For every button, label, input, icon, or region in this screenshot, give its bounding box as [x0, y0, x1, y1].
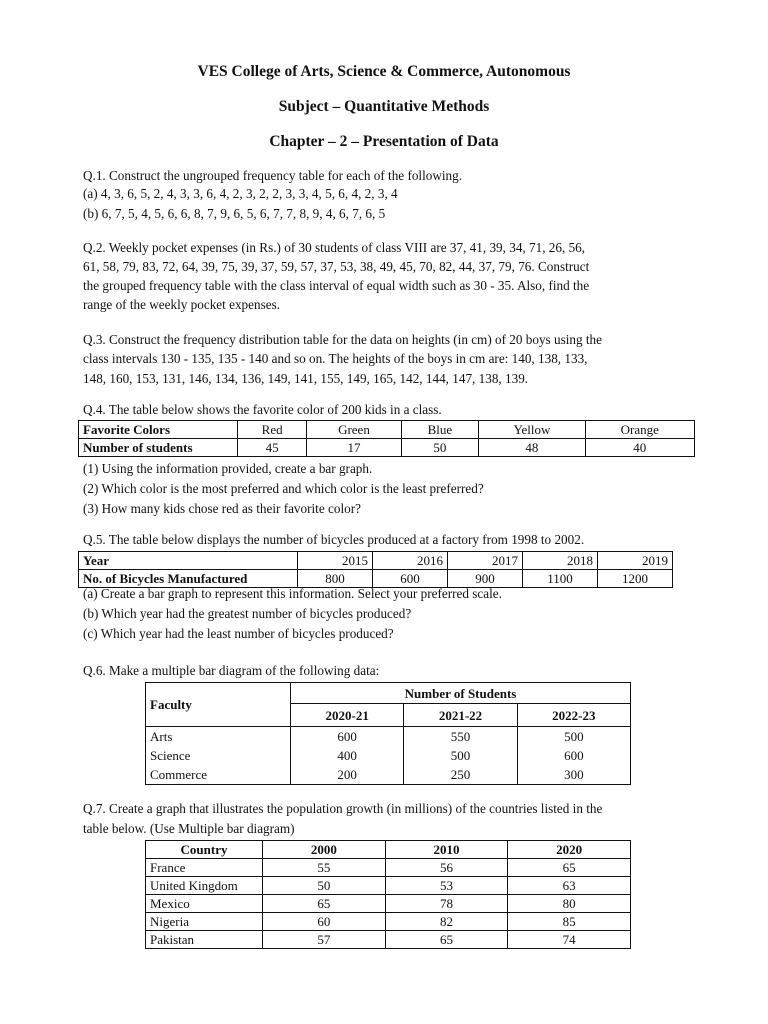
- q7-country-head: Country: [146, 841, 263, 859]
- q1-part-b: (b) 6, 7, 5, 4, 5, 6, 6, 8, 7, 9, 6, 5, 6, 7, 7, 8, 9, 4, 6, 7, 6, 5: [83, 206, 386, 221]
- q1-text: Q.1. Construct the ungrouped frequency table for each of the following.: [83, 168, 463, 183]
- q7-cell: 56: [385, 859, 508, 877]
- q6-cell: 550: [404, 727, 517, 747]
- q7-row-name: Mexico: [146, 895, 263, 913]
- q4-count-cell: 17: [307, 439, 401, 457]
- q2-line-2: 61, 58, 79, 83, 72, 64, 39, 75, 39, 37, 59, 57, 37, 53, 38, 49, 45, 70, 82, 44, 37, 79, 76. Construct: [83, 259, 590, 274]
- q3-line-3: 148, 160, 153, 131, 146, 134, 136, 149, 141, 155, 149, 165, 142, 144, 147, 138, 139.: [83, 371, 529, 386]
- q4-count-cell: 45: [238, 439, 307, 457]
- q4-row1-head: Favorite Colors: [79, 421, 238, 439]
- q5-year-cell: 2019: [598, 552, 673, 570]
- chapter-title: Chapter – 2 – Presentation of Data: [269, 133, 499, 150]
- table-row: [146, 931, 631, 949]
- q7-cell: 50: [263, 877, 386, 895]
- q7-row-name: Nigeria: [146, 913, 263, 931]
- q4-count-cell: 40: [585, 439, 694, 457]
- q6-year-head: 2022-23: [517, 704, 630, 727]
- q6-cell: 500: [517, 727, 630, 747]
- q4-color-cell: Yellow: [479, 421, 585, 439]
- q4-count-cell: 48: [479, 439, 585, 457]
- q6-row-name: Arts: [146, 727, 291, 747]
- q6-text: Q.6. Make a multiple bar diagram of the following data:: [83, 663, 380, 678]
- table-row: [79, 439, 695, 457]
- q5-count-cell: 600: [373, 570, 448, 588]
- q7-year-head: 2000: [263, 841, 386, 859]
- table-row: [146, 877, 631, 895]
- q7-row-name: Pakistan: [146, 931, 263, 949]
- q6-faculty-table: [145, 682, 631, 785]
- q7-cell: 65: [263, 895, 386, 913]
- table-row: [146, 895, 631, 913]
- q5-part-a: (a) Create a bar graph to represent this information. Select your preferred scale.: [83, 586, 502, 601]
- q7-year-head: 2020: [508, 841, 631, 859]
- table-row: [146, 841, 631, 859]
- q4-color-table: [78, 420, 695, 457]
- q4-color-cell: Green: [307, 421, 401, 439]
- q5-bicycle-table: [78, 551, 673, 588]
- q7-cell: 60: [263, 913, 386, 931]
- q6-cell: 600: [291, 727, 404, 747]
- q7-cell: 85: [508, 913, 631, 931]
- q2-line-4: range of the weekly pocket expenses.: [83, 297, 281, 312]
- q7-row-name: France: [146, 859, 263, 877]
- table-row: [146, 746, 631, 765]
- q5-year-cell: 2018: [523, 552, 598, 570]
- q6-cell: 400: [291, 746, 404, 765]
- q7-line-2: table below. (Use Multiple bar diagram): [83, 821, 295, 836]
- q5-row1-head: Year: [79, 552, 298, 570]
- q5-count-cell: 1100: [523, 570, 598, 588]
- q7-cell: 53: [385, 877, 508, 895]
- q7-line-1: Q.7. Create a graph that illustrates the population growth (in millions) of the countries listed in the: [83, 801, 603, 816]
- q5-count-cell: 1200: [598, 570, 673, 588]
- q2-line-3: the grouped frequency table with the class interval of equal width such as 30 - 35. Also, find the: [83, 278, 590, 293]
- q6-group-head: Number of Students: [291, 683, 631, 704]
- q7-cell: 65: [508, 859, 631, 877]
- q5-part-b: (b) Which year had the greatest number of bicycles produced?: [83, 606, 412, 621]
- q5-text: Q.5. The table below displays the number of bicycles produced at a factory from 1998 to 2002.: [83, 532, 585, 547]
- table-row: [146, 765, 631, 785]
- q4-sub-1: (1) Using the information provided, create a bar graph.: [83, 461, 373, 476]
- q4-sub-2: (2) Which color is the most preferred and which color is the least preferred?: [83, 481, 484, 496]
- q5-year-cell: 2016: [373, 552, 448, 570]
- table-row: [146, 859, 631, 877]
- table-row: [146, 913, 631, 931]
- q5-count-cell: 800: [298, 570, 373, 588]
- table-row: [146, 683, 631, 704]
- q5-year-cell: 2017: [448, 552, 523, 570]
- q7-cell: 65: [385, 931, 508, 949]
- q7-cell: 63: [508, 877, 631, 895]
- q6-year-head: 2021-22: [404, 704, 517, 727]
- q4-color-cell: Orange: [585, 421, 694, 439]
- q4-color-cell: Blue: [401, 421, 479, 439]
- q4-row2-head: Number of students: [79, 439, 238, 457]
- q4-count-cell: 50: [401, 439, 479, 457]
- q5-part-c: (c) Which year had the least number of bicycles produced?: [83, 626, 394, 641]
- q7-cell: 80: [508, 895, 631, 913]
- table-row: [79, 552, 673, 570]
- q6-year-head: 2020-21: [291, 704, 404, 727]
- q6-row-name: Commerce: [146, 765, 291, 785]
- q7-population-table: [145, 840, 631, 949]
- subject-title: Subject – Quantitative Methods: [278, 98, 490, 115]
- q7-cell: 78: [385, 895, 508, 913]
- college-title: VES College of Arts, Science & Commerce, Autonomous: [197, 63, 571, 80]
- q4-color-cell: Red: [238, 421, 307, 439]
- q5-year-cell: 2015: [298, 552, 373, 570]
- q3-line-1: Q.3. Construct the frequency distribution table for the data on heights (in cm) of 20 boys using the: [83, 332, 602, 347]
- q6-cell: 500: [404, 746, 517, 765]
- q3-line-2: class intervals 130 - 135, 135 - 140 and so on. The heights of the boys in cm are: 140, 138, 133,: [83, 351, 588, 366]
- q4-sub-3: (3) How many kids chose red as their favorite color?: [83, 501, 361, 516]
- q7-cell: 55: [263, 859, 386, 877]
- q6-faculty-head: Faculty: [146, 683, 291, 727]
- q5-row2-head: No. of Bicycles Manufactured: [79, 570, 298, 588]
- q5-count-cell: 900: [448, 570, 523, 588]
- table-row: [79, 421, 695, 439]
- table-row: [146, 727, 631, 747]
- q4-text: Q.4. The table below shows the favorite color of 200 kids in a class.: [83, 402, 442, 417]
- q6-cell: 300: [517, 765, 630, 785]
- q7-row-name: United Kingdom: [146, 877, 263, 895]
- q6-row-name: Science: [146, 746, 291, 765]
- q6-cell: 600: [517, 746, 630, 765]
- q6-cell: 200: [291, 765, 404, 785]
- q1-part-a: (a) 4, 3, 6, 5, 2, 4, 3, 3, 6, 4, 2, 3, 2, 2, 3, 3, 4, 5, 6, 4, 2, 3, 4: [83, 186, 398, 201]
- q7-year-head: 2010: [385, 841, 508, 859]
- q7-cell: 74: [508, 931, 631, 949]
- q6-cell: 250: [404, 765, 517, 785]
- q7-cell: 82: [385, 913, 508, 931]
- q2-line-1: Q.2. Weekly pocket expenses (in Rs.) of 30 students of class VIII are 37, 41, 39, 34, 71, 26, 56,: [83, 240, 586, 255]
- q7-cell: 57: [263, 931, 386, 949]
